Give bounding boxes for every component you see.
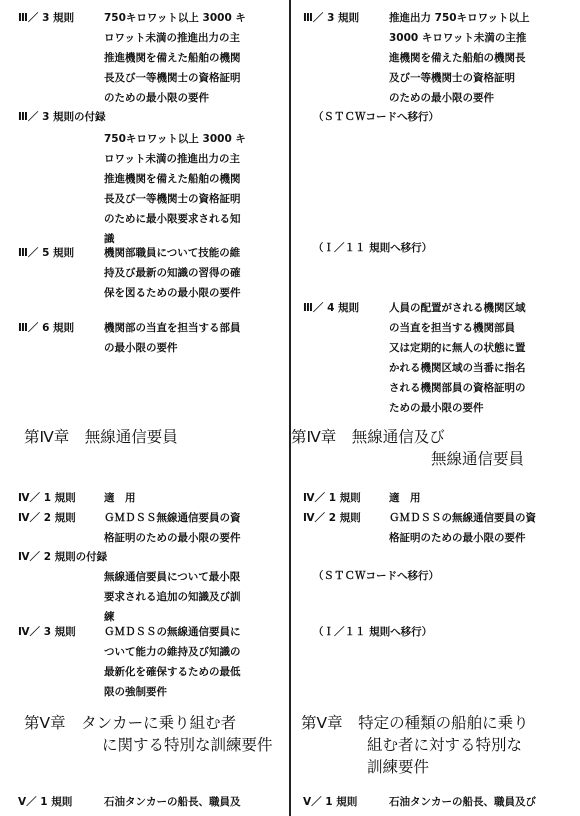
entry-body bbox=[389, 8, 530, 108]
entry-ref: Ⅲ／ 6 規則 bbox=[18, 322, 75, 334]
chapter-heading-line: 訓練要件 bbox=[367, 758, 430, 776]
entry-line: 長及び一等機関士の資格証明 bbox=[104, 72, 241, 84]
entry-body bbox=[104, 8, 246, 108]
entry-body bbox=[389, 792, 536, 812]
chapter-heading-line: に関する特別な訓練要件 bbox=[102, 736, 273, 754]
chapter-heading-line: 組む者に対する特別な bbox=[367, 736, 523, 754]
chapter-heading-line: 第Ⅳ章 無線通信及び bbox=[291, 428, 445, 446]
entry-line: 人員の配置がされる機関区域 bbox=[389, 302, 526, 314]
chapter-heading-line: 無線通信要員 bbox=[431, 450, 525, 468]
chapter-heading-line: 第Ⅳ章 無線通信要員 bbox=[24, 428, 178, 446]
transfer-note: （Ｉ／１１ 規則へ移行） bbox=[313, 626, 433, 638]
entry-body bbox=[104, 622, 241, 702]
entry-body bbox=[104, 318, 241, 358]
entry-line: 長及び一等機関士の資格証明 bbox=[104, 193, 241, 205]
entry-body bbox=[389, 488, 421, 508]
entry-body bbox=[389, 298, 526, 418]
entry-body bbox=[104, 243, 241, 303]
entry-body bbox=[104, 792, 241, 812]
chapter-heading-line: 第Ⅴ章 特定の種類の船舶に乗り bbox=[301, 714, 529, 732]
chapter-heading-line: 第Ⅴ章 タンカーに乗り組む者 bbox=[24, 714, 237, 732]
entry-line: ＧＭＤＳＳの無線通信要員の資 bbox=[389, 512, 536, 524]
entry-line: ついて能力の維持及び知識の bbox=[104, 646, 241, 658]
entry-line: のための最小限の要件 bbox=[389, 92, 494, 104]
transfer-note: （ＳＴＣＷコードへ移行） bbox=[313, 111, 439, 123]
entry-ref: Ⅳ／ 1 規則 bbox=[303, 492, 361, 504]
entry-line: 推進機関を備えた船舶の機関 bbox=[104, 52, 241, 64]
transfer-note: （Ｉ／１１ 規則へ移行） bbox=[313, 242, 433, 254]
entry-ref: Ⅲ／ 4 規則 bbox=[303, 302, 360, 314]
entry-ref: Ⅴ／ 1 規則 bbox=[303, 796, 358, 808]
entry-line: 適 用 bbox=[389, 492, 421, 504]
entry-body bbox=[104, 488, 136, 508]
entry-line: 要求される追加の知識及び訓 bbox=[104, 591, 241, 603]
entry-line: ＧＭＤＳＳの無線通信要員に bbox=[104, 626, 241, 638]
entry-ref: Ⅲ／ 3 規則 bbox=[303, 12, 360, 24]
entry-line: 推進機関を備えた船舶の機関 bbox=[104, 173, 241, 185]
entry-line: 格証明のための最小限の要件 bbox=[389, 532, 526, 544]
entry-body bbox=[389, 508, 536, 548]
entry-line: 格証明のための最小限の要件 bbox=[104, 532, 241, 544]
entry-ref: Ⅲ／ 3 規則 bbox=[18, 12, 75, 24]
entry-ref: Ⅳ／ 2 規則の付録 bbox=[18, 551, 108, 563]
entry-line: 750キロワット以上 3000 キ bbox=[104, 12, 246, 24]
chapter-heading bbox=[291, 426, 524, 470]
entry-line: 推進出力 750キロワット以上 bbox=[389, 12, 530, 24]
entry-line: 保を図るための最小限の要件 bbox=[104, 287, 241, 299]
entry-body bbox=[104, 508, 241, 548]
entry-line: 及び一等機関士の資格証明 bbox=[389, 72, 515, 84]
entry-line: 最新化を確保するための最低 bbox=[104, 666, 241, 678]
entry-line: のための最小限の要件 bbox=[104, 92, 209, 104]
entry-ref: Ⅳ／ 1 規則 bbox=[18, 492, 76, 504]
entry-line: 石油タンカーの船長、職員及 bbox=[104, 796, 241, 808]
entry-line: 限の強制要件 bbox=[104, 686, 167, 698]
entry-line: 練 bbox=[104, 611, 115, 623]
entry-ref: Ⅳ／ 2 規則 bbox=[303, 512, 361, 524]
entry-line: 機関部職員について技能の維 bbox=[104, 247, 241, 259]
entry-line: 石油タンカーの船長、職員及び bbox=[389, 796, 536, 808]
entry-line: 識 bbox=[104, 233, 115, 245]
entry-line: ロワット未満の推進出力の主 bbox=[104, 32, 240, 44]
entry-line: の当直を担当する機関部員 bbox=[389, 322, 515, 334]
entry-line: 3000 キロワット未満の主推 bbox=[389, 32, 527, 44]
entry-line: 機関部の当直を担当する部員 bbox=[104, 322, 241, 334]
entry-ref: Ⅳ／ 2 規則 bbox=[18, 512, 76, 524]
entry-line: ＧＭＤＳＳ無線通信要員の資 bbox=[104, 512, 241, 524]
entry-line: 750キロワット以上 3000 キ bbox=[104, 133, 246, 145]
entry-line: ための最小限の要件 bbox=[389, 402, 484, 414]
entry-line: のために最小限要求される知 bbox=[104, 213, 241, 225]
entry-ref: Ⅴ／ 1 規則 bbox=[18, 796, 73, 808]
chapter-heading bbox=[24, 426, 178, 448]
entry-line: の最小限の要件 bbox=[104, 342, 178, 354]
entry-line: ロワット未満の推進出力の主 bbox=[104, 153, 240, 165]
entry-line: 適 用 bbox=[104, 492, 136, 504]
entry-line: 無線通信要員について最小限 bbox=[104, 571, 241, 583]
entry-body bbox=[104, 567, 241, 627]
entry-body bbox=[104, 129, 246, 249]
chapter-heading bbox=[24, 712, 273, 756]
entry-line: 進機関を備えた船舶の機関長 bbox=[389, 52, 526, 64]
entry-ref: Ⅲ／ 3 規則の付録 bbox=[18, 111, 106, 123]
entry-ref: Ⅳ／ 3 規則 bbox=[18, 626, 76, 638]
transfer-note: （ＳＴＣＷコードへ移行） bbox=[313, 570, 439, 582]
entry-ref: Ⅲ／ 5 規則 bbox=[18, 247, 75, 259]
entry-line: 又は定期的に無人の状態に置 bbox=[389, 342, 526, 354]
entry-line: 持及び最新の知識の習得の確 bbox=[104, 267, 241, 279]
entry-line: される機関部員の資格証明の bbox=[389, 382, 526, 394]
entry-line: かれる機関区域の当番に指名 bbox=[389, 362, 526, 374]
column-divider bbox=[289, 0, 291, 816]
chapter-heading bbox=[301, 712, 529, 778]
